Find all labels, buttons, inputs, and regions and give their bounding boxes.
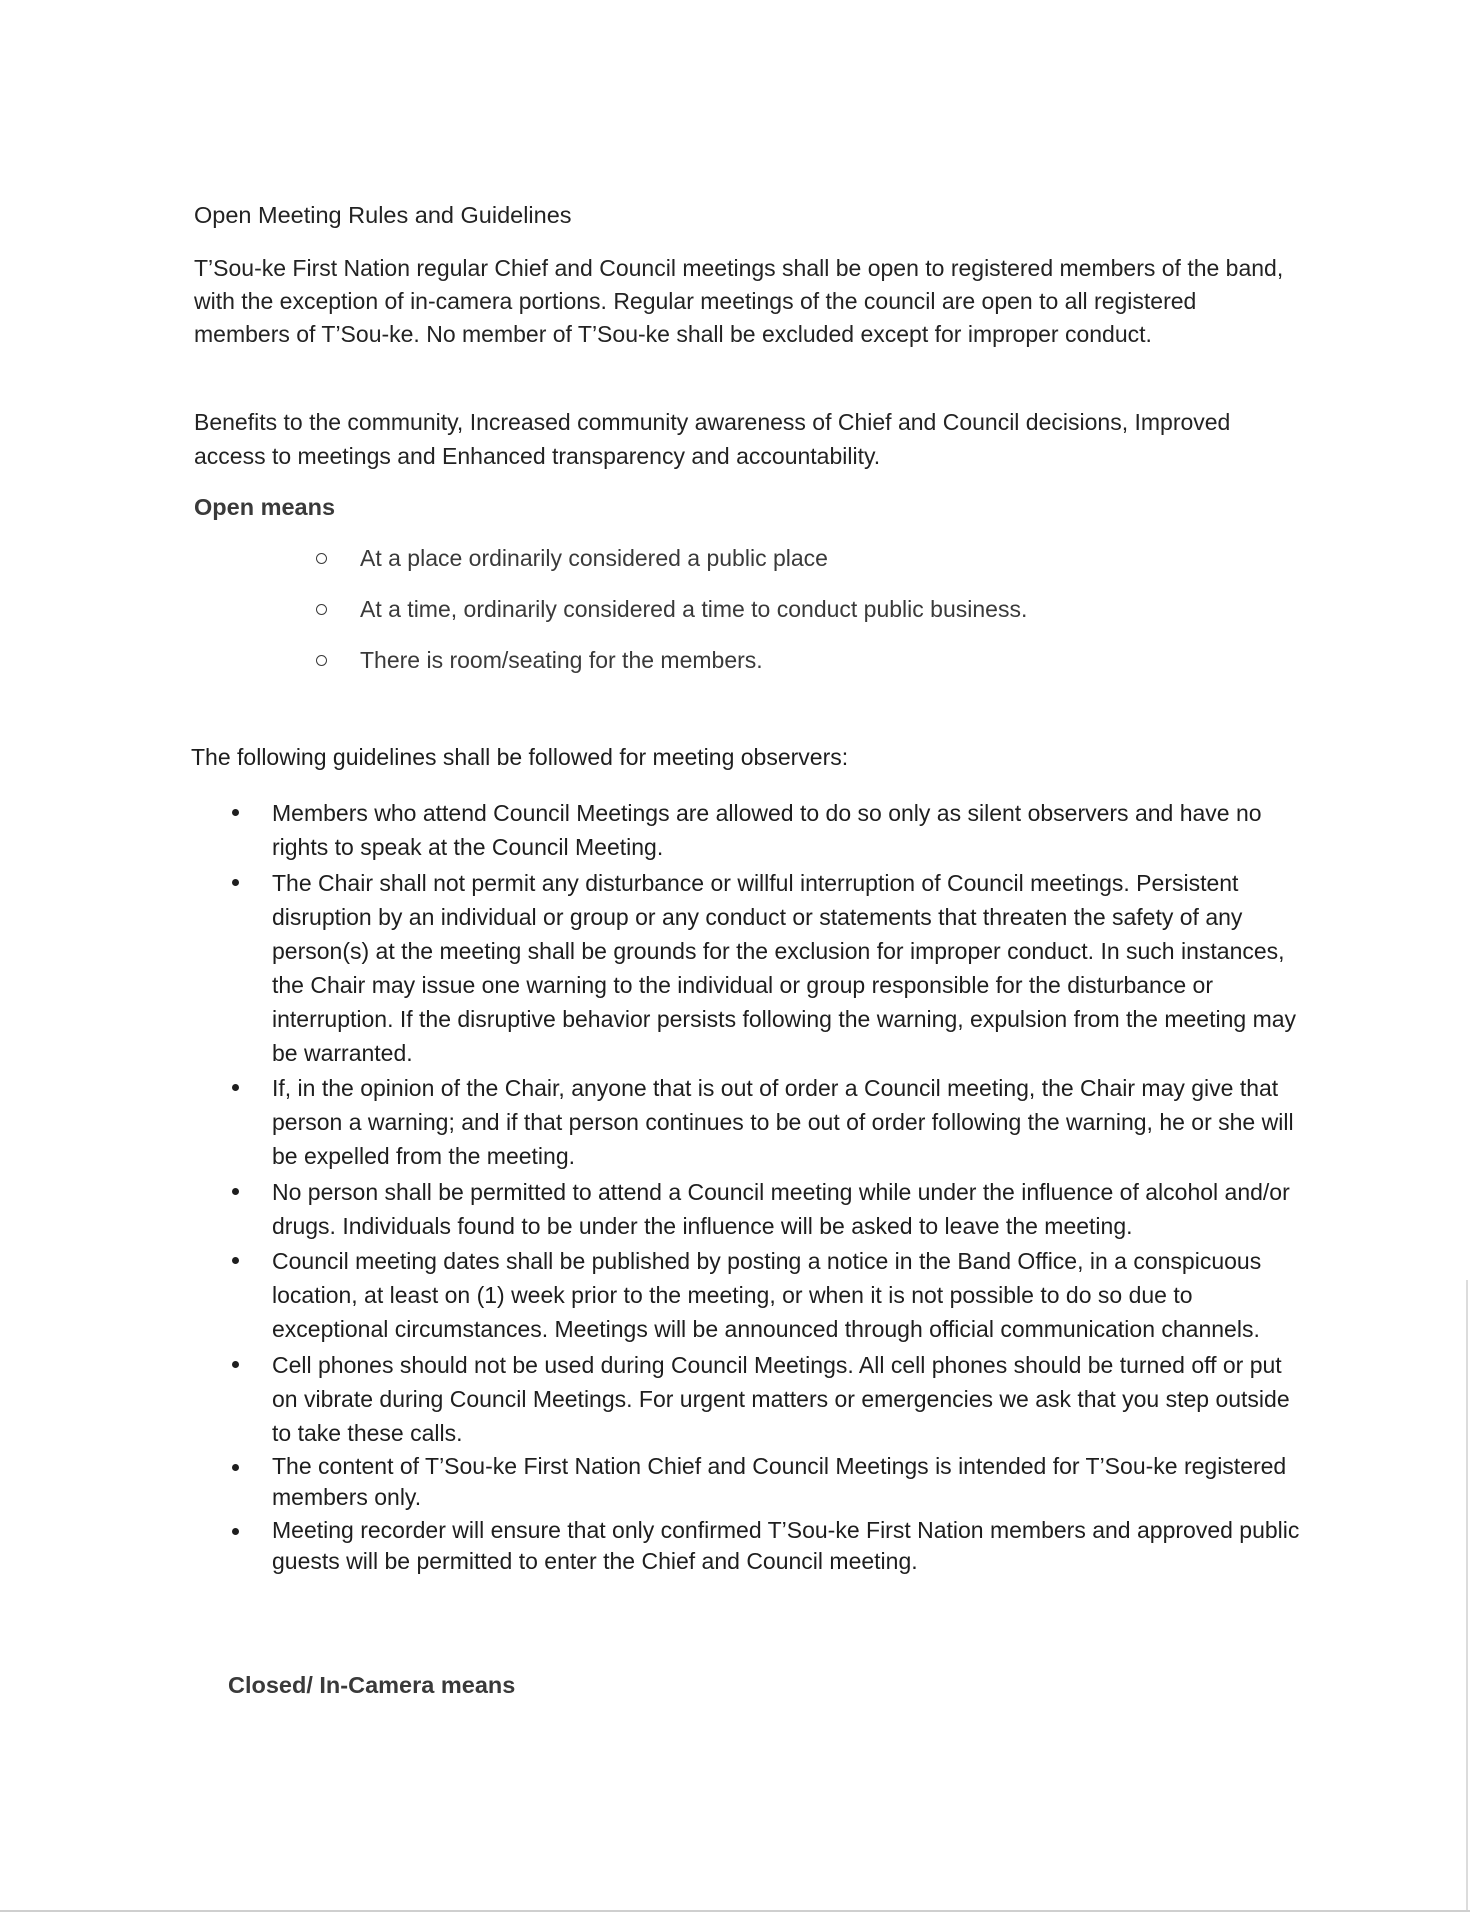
benefits-paragraph: Benefits to the community, Increased community awareness of Chief and Council decisions, Improved access to meetings and Enhanced transparency and accountability.	[194, 409, 1231, 469]
bullet-icon	[232, 809, 239, 816]
list-item	[316, 543, 1027, 573]
list-item	[230, 1175, 1310, 1243]
bullet-icon	[232, 1084, 239, 1091]
list-item	[230, 1348, 1310, 1450]
circle-bullet-icon	[316, 604, 327, 615]
list-item-text: Members who attend Council Meetings are allowed to do so only as silent observers and have no rights to speak at the Council Meeting.	[272, 800, 1262, 860]
list-item	[230, 1244, 1310, 1346]
closed-in-camera-heading: Closed/ In-Camera means	[228, 1672, 516, 1698]
list-item	[316, 594, 1027, 624]
circle-bullet-icon	[316, 553, 327, 564]
observer-guidelines-list	[230, 796, 1310, 1578]
list-item	[230, 1515, 1310, 1577]
bullet-icon	[232, 879, 239, 886]
list-item	[230, 866, 1310, 1070]
list-item-text: Cell phones should not be used during Council Meetings. All cell phones should be turned off or put on vibrate during Council Meetings. For urgent matters or emergencies we ask that you step outside to take these calls.	[272, 1351, 1290, 1446]
scan-edge-right-divider	[1466, 1280, 1468, 1910]
document-title: Open Meeting Rules and Guidelines	[194, 202, 572, 228]
list-item-text: Council meeting dates shall be published by posting a notice in the Band Office, in a conspicuous location, at least on (1) week prior to the meeting, or when it is not possible to do so due to exceptional circumstances. Meetings will be announced through official communication channels.	[272, 1248, 1262, 1342]
list-item-text: There is room/seating for the members.	[360, 647, 763, 673]
list-item-text: Meeting recorder will ensure that only confirmed T’Sou-ke First Nation members and approved public guests will be permitted to enter the Chief and Council meeting.	[272, 1516, 1300, 1574]
bullet-icon	[232, 1528, 239, 1535]
list-item	[230, 1071, 1310, 1173]
list-item	[230, 796, 1310, 864]
list-item-text: The Chair shall not permit any disturbance or willful interruption of Council meetings. Persistent disruption by an individual or group or any conduct or statements that threaten the safety of any person(s) at the meeting shall be grounds for the exclusion for improper conduct. In such instances, the Chair may issue one warning to the individual or group responsible for the disturbance or interruption. If the disruptive behavior persists following the warning, expulsion from the meeting may be warranted.	[272, 869, 1297, 1066]
bullet-icon	[232, 1188, 239, 1195]
list-item-text: The content of T’Sou-ke First Nation Chief and Council Meetings is intended for T’Sou-ke registered members only.	[272, 1453, 1287, 1510]
open-means-heading: Open means	[194, 494, 336, 520]
list-item	[230, 1451, 1310, 1513]
observer-guidelines-intro: The following guidelines shall be followed for meeting observers:	[191, 744, 849, 770]
open-means-list	[316, 543, 1027, 696]
list-item-text: No person shall be permitted to attend a Council meeting while under the influence of alcohol and/or drugs. Individuals found to be under the influence will be asked to leave the meeting.	[272, 1178, 1290, 1239]
bullet-icon	[232, 1361, 239, 1368]
circle-bullet-icon	[316, 655, 327, 666]
list-item-text: At a place ordinarily considered a public place	[360, 545, 828, 571]
list-item	[316, 645, 1027, 675]
bullet-icon	[232, 1464, 239, 1471]
scan-edge-bottom-divider	[0, 1910, 1470, 1912]
intro-paragraph: T’Sou-ke First Nation regular Chief and Council meetings shall be open to registered members of the band, with the exception of in-camera portions. Regular meetings of the council are open to all registered members of T’Sou-ke. No member of T’Sou-ke shall be excluded except for improper conduct.	[194, 255, 1284, 347]
list-item-text: At a time, ordinarily considered a time to conduct public business.	[360, 596, 1028, 622]
bullet-icon	[232, 1257, 239, 1264]
list-item-text: If, in the opinion of the Chair, anyone that is out of order a Council meeting, the Chair may give that person a warning; and if that person continues to be out of order following the warning, he or she will be expelled from the meeting.	[272, 1075, 1294, 1169]
